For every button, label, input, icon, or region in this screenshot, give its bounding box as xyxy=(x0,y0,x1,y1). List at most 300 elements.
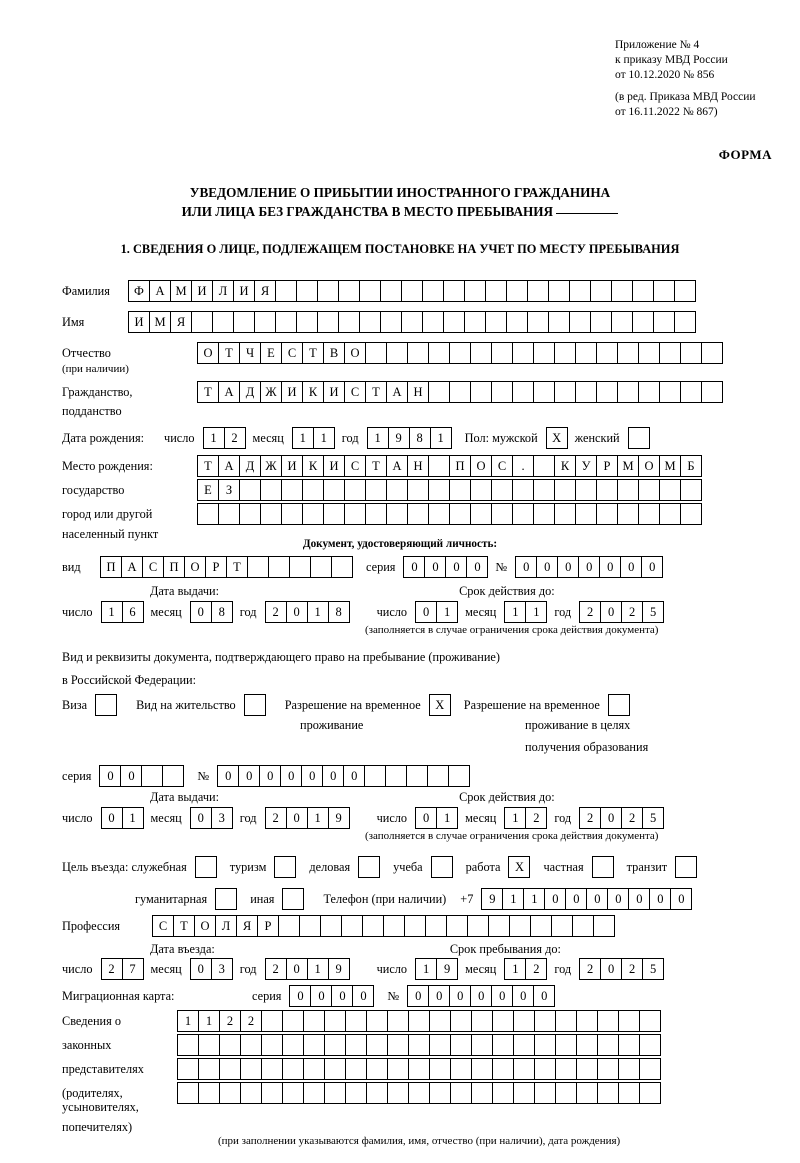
profession-input-cell[interactable]: Л xyxy=(215,915,237,937)
profession-input-cell[interactable] xyxy=(341,915,363,937)
permit-number-input-cell[interactable] xyxy=(406,765,428,787)
birthplace-city-input-cell[interactable] xyxy=(596,479,618,501)
name-input-cell[interactable] xyxy=(569,311,591,333)
birthplace-country-input-cell[interactable]: И xyxy=(281,455,303,477)
legal-rep-row-1-input-cell[interactable] xyxy=(513,1010,535,1032)
permit-issue-year-input-cell[interactable]: 9 xyxy=(328,807,350,829)
stay-day-input-cell[interactable]: 9 xyxy=(436,958,458,980)
birthplace-city-input-cell[interactable] xyxy=(491,479,513,501)
legal-rep-row-2-input-cell[interactable] xyxy=(534,1034,556,1056)
legal-rep-row-3-input-cell[interactable] xyxy=(408,1058,430,1080)
patronymic-input-cell[interactable] xyxy=(554,342,576,364)
legal-rep-row-2-input-cell[interactable] xyxy=(219,1034,241,1056)
name-input-cell[interactable] xyxy=(527,311,549,333)
doc-number-input-cell[interactable]: 0 xyxy=(599,556,621,578)
legal-rep-row-4-input-cell[interactable] xyxy=(324,1082,346,1104)
temp-residence-checkbox-cell[interactable]: X xyxy=(429,694,451,716)
birthplace-city-input-cell[interactable]: Е xyxy=(197,479,219,501)
profession-input-cell[interactable] xyxy=(509,915,531,937)
birthplace-city-input-cell[interactable] xyxy=(407,479,429,501)
profession-input-cell[interactable] xyxy=(299,915,321,937)
legal-rep-row-3-input-cell[interactable] xyxy=(303,1058,325,1080)
surname-input-cell[interactable] xyxy=(485,280,507,302)
birthplace-country-input-cell[interactable]: М xyxy=(659,455,681,477)
legal-rep-row-2-input-cell[interactable] xyxy=(408,1034,430,1056)
migration-number-input-cell[interactable]: 0 xyxy=(533,985,555,1007)
birthplace-locality-input-cell[interactable] xyxy=(575,503,597,525)
legal-rep-row-2-input-cell[interactable] xyxy=(618,1034,640,1056)
purpose-study-checkbox-cell[interactable] xyxy=(431,856,453,878)
birthplace-country-input-cell[interactable]: О xyxy=(470,455,492,477)
citizenship-input-cell[interactable] xyxy=(449,381,471,403)
migration-number-input-cell[interactable]: 0 xyxy=(470,985,492,1007)
migration-series-input-cell[interactable]: 0 xyxy=(352,985,374,1007)
doc-valid-day-input-cell[interactable]: 1 xyxy=(436,601,458,623)
legal-rep-row-3-input-cell[interactable] xyxy=(261,1058,283,1080)
permit-valid-month-input-cell[interactable]: 2 xyxy=(525,807,547,829)
doc-valid-year-input-cell[interactable]: 2 xyxy=(621,601,643,623)
birthplace-country-input-cell[interactable]: П xyxy=(449,455,471,477)
patronymic-input-cell[interactable]: О xyxy=(344,342,366,364)
birthplace-city-input-cell[interactable] xyxy=(281,479,303,501)
doc-issue-year-input-cell[interactable]: 2 xyxy=(265,601,287,623)
name-input-cell[interactable] xyxy=(401,311,423,333)
doc-series-input-cell[interactable]: 0 xyxy=(403,556,425,578)
migration-number-input-cell[interactable]: 0 xyxy=(428,985,450,1007)
purpose-transit-checkbox-cell[interactable] xyxy=(675,856,697,878)
birthplace-country-input-cell[interactable]: А xyxy=(386,455,408,477)
profession-input-cell[interactable] xyxy=(488,915,510,937)
name-input-cell[interactable] xyxy=(653,311,675,333)
permit-number-input-cell[interactable]: 0 xyxy=(238,765,260,787)
doc-issue-year-input-cell[interactable]: 8 xyxy=(328,601,350,623)
residence-permit-checkbox-cell[interactable] xyxy=(244,694,266,716)
legal-rep-row-4-input-cell[interactable] xyxy=(408,1082,430,1104)
birthplace-country-input-cell[interactable]: К xyxy=(554,455,576,477)
profession-input-cell[interactable] xyxy=(278,915,300,937)
legal-rep-row-3-input-cell[interactable] xyxy=(450,1058,472,1080)
legal-rep-row-1-input-cell[interactable] xyxy=(282,1010,304,1032)
surname-input-cell[interactable] xyxy=(401,280,423,302)
legal-rep-row-3-input-cell[interactable] xyxy=(492,1058,514,1080)
citizenship-input-cell[interactable]: С xyxy=(344,381,366,403)
legal-rep-row-4-input-cell[interactable] xyxy=(492,1082,514,1104)
patronymic-input-cell[interactable] xyxy=(659,342,681,364)
permit-issue-day-input-cell[interactable]: 0 xyxy=(101,807,123,829)
patronymic-input-cell[interactable] xyxy=(680,342,702,364)
surname-input-cell[interactable]: Я xyxy=(254,280,276,302)
birthplace-country-input-cell[interactable]: О xyxy=(638,455,660,477)
name-input-cell[interactable] xyxy=(443,311,465,333)
surname-input-cell[interactable] xyxy=(275,280,297,302)
profession-input-cell[interactable] xyxy=(404,915,426,937)
birthplace-city-input-cell[interactable]: З xyxy=(218,479,240,501)
surname-input-cell[interactable] xyxy=(317,280,339,302)
entry-year-input-cell[interactable]: 9 xyxy=(328,958,350,980)
birthplace-country-input-cell[interactable]: Н xyxy=(407,455,429,477)
surname-input-cell[interactable]: И xyxy=(191,280,213,302)
patronymic-input-cell[interactable]: Е xyxy=(260,342,282,364)
profession-input-cell[interactable] xyxy=(320,915,342,937)
legal-rep-row-2-input-cell[interactable] xyxy=(240,1034,262,1056)
doc-series-input-cell[interactable]: 0 xyxy=(424,556,446,578)
patronymic-input-cell[interactable] xyxy=(365,342,387,364)
permit-series-input-cell[interactable]: 0 xyxy=(120,765,142,787)
phone-input-cell[interactable]: 0 xyxy=(565,888,587,910)
citizenship-input-cell[interactable]: Д xyxy=(239,381,261,403)
doc-kind-input-cell[interactable]: О xyxy=(184,556,206,578)
citizenship-input-cell[interactable] xyxy=(638,381,660,403)
permit-issue-year-input-cell[interactable]: 1 xyxy=(307,807,329,829)
doc-number-input-cell[interactable]: 0 xyxy=(620,556,642,578)
name-input-cell[interactable] xyxy=(212,311,234,333)
birth-day-input-cell[interactable]: 1 xyxy=(203,427,225,449)
permit-issue-year-input-cell[interactable]: 2 xyxy=(265,807,287,829)
legal-rep-row-1-input-cell[interactable] xyxy=(345,1010,367,1032)
profession-input-cell[interactable]: Я xyxy=(236,915,258,937)
legal-rep-row-3-input-cell[interactable] xyxy=(282,1058,304,1080)
permit-series-input-cell[interactable] xyxy=(162,765,184,787)
legal-rep-row-4-input-cell[interactable] xyxy=(534,1082,556,1104)
legal-rep-row-3-input-cell[interactable] xyxy=(534,1058,556,1080)
birthplace-city-input-cell[interactable] xyxy=(659,479,681,501)
legal-rep-row-2-input-cell[interactable] xyxy=(345,1034,367,1056)
citizenship-input-cell[interactable] xyxy=(680,381,702,403)
patronymic-input-cell[interactable] xyxy=(617,342,639,364)
permit-number-input-cell[interactable]: 0 xyxy=(217,765,239,787)
entry-day-input-cell[interactable]: 2 xyxy=(101,958,123,980)
surname-input-cell[interactable] xyxy=(632,280,654,302)
citizenship-input-cell[interactable]: А xyxy=(386,381,408,403)
citizenship-input-cell[interactable]: А xyxy=(218,381,240,403)
doc-number-input-cell[interactable]: 0 xyxy=(641,556,663,578)
citizenship-input-cell[interactable]: Т xyxy=(365,381,387,403)
legal-rep-row-4-input-cell[interactable] xyxy=(177,1082,199,1104)
citizenship-input-cell[interactable] xyxy=(575,381,597,403)
permit-valid-year-input-cell[interactable]: 2 xyxy=(621,807,643,829)
permit-valid-month-input-cell[interactable]: 1 xyxy=(504,807,526,829)
birthplace-locality-input-cell[interactable] xyxy=(260,503,282,525)
surname-input-cell[interactable] xyxy=(674,280,696,302)
birthplace-city-input-cell[interactable] xyxy=(470,479,492,501)
legal-rep-row-2-input-cell[interactable] xyxy=(429,1034,451,1056)
legal-rep-row-3-input-cell[interactable] xyxy=(555,1058,577,1080)
birthplace-country-input-cell[interactable]: С xyxy=(344,455,366,477)
birthplace-locality-input-cell[interactable] xyxy=(638,503,660,525)
birthplace-locality-input-cell[interactable] xyxy=(197,503,219,525)
name-input-cell[interactable] xyxy=(317,311,339,333)
name-input-cell[interactable] xyxy=(632,311,654,333)
doc-kind-input-cell[interactable] xyxy=(268,556,290,578)
name-input-cell[interactable]: М xyxy=(149,311,171,333)
sex-male-checkbox-cell[interactable]: X xyxy=(546,427,568,449)
birthplace-country-input-cell[interactable]: Т xyxy=(365,455,387,477)
doc-kind-input-cell[interactable] xyxy=(331,556,353,578)
legal-rep-row-4-input-cell[interactable] xyxy=(576,1082,598,1104)
migration-series-input-cell[interactable]: 0 xyxy=(310,985,332,1007)
birthplace-country-input-cell[interactable]: С xyxy=(491,455,513,477)
patronymic-input-cell[interactable] xyxy=(428,342,450,364)
birthplace-city-input-cell[interactable] xyxy=(428,479,450,501)
stay-year-input-cell[interactable]: 2 xyxy=(579,958,601,980)
birth-year-input-cell[interactable]: 1 xyxy=(367,427,389,449)
legal-rep-row-1-input-cell[interactable]: 1 xyxy=(177,1010,199,1032)
patronymic-input-cell[interactable] xyxy=(533,342,555,364)
name-input-cell[interactable] xyxy=(254,311,276,333)
phone-input-cell[interactable]: 1 xyxy=(502,888,524,910)
doc-issue-day-input-cell[interactable]: 6 xyxy=(122,601,144,623)
entry-month-input-cell[interactable]: 3 xyxy=(211,958,233,980)
doc-kind-input-cell[interactable] xyxy=(289,556,311,578)
surname-input-cell[interactable]: Ф xyxy=(128,280,150,302)
permit-issue-day-input-cell[interactable]: 1 xyxy=(122,807,144,829)
birthplace-locality-input-cell[interactable] xyxy=(302,503,324,525)
legal-rep-row-1-input-cell[interactable] xyxy=(387,1010,409,1032)
patronymic-input-cell[interactable]: Т xyxy=(218,342,240,364)
birth-month-input-cell[interactable]: 1 xyxy=(292,427,314,449)
citizenship-input-cell[interactable]: И xyxy=(323,381,345,403)
doc-series-input-cell[interactable]: 0 xyxy=(466,556,488,578)
legal-rep-row-1-input-cell[interactable]: 2 xyxy=(240,1010,262,1032)
surname-input-cell[interactable] xyxy=(590,280,612,302)
birthplace-country-input-cell[interactable]: . xyxy=(512,455,534,477)
purpose-service-checkbox-cell[interactable] xyxy=(195,856,217,878)
legal-rep-row-1-input-cell[interactable] xyxy=(492,1010,514,1032)
legal-rep-row-1-input-cell[interactable] xyxy=(597,1010,619,1032)
legal-rep-row-3-input-cell[interactable] xyxy=(618,1058,640,1080)
birthplace-country-input-cell[interactable]: М xyxy=(617,455,639,477)
patronymic-input-cell[interactable] xyxy=(407,342,429,364)
profession-input-cell[interactable] xyxy=(446,915,468,937)
stay-year-input-cell[interactable]: 0 xyxy=(600,958,622,980)
permit-number-input-cell[interactable]: 0 xyxy=(322,765,344,787)
stay-month-input-cell[interactable]: 1 xyxy=(504,958,526,980)
permit-issue-year-input-cell[interactable]: 0 xyxy=(286,807,308,829)
stay-month-input-cell[interactable]: 2 xyxy=(525,958,547,980)
birthplace-locality-input-cell[interactable] xyxy=(323,503,345,525)
legal-rep-row-2-input-cell[interactable] xyxy=(597,1034,619,1056)
surname-input-cell[interactable] xyxy=(422,280,444,302)
migration-number-input-cell[interactable]: 0 xyxy=(449,985,471,1007)
purpose-tourism-checkbox-cell[interactable] xyxy=(274,856,296,878)
profession-input-cell[interactable]: С xyxy=(152,915,174,937)
permit-valid-day-input-cell[interactable]: 0 xyxy=(415,807,437,829)
legal-rep-row-1-input-cell[interactable] xyxy=(366,1010,388,1032)
birthplace-locality-input-cell[interactable] xyxy=(470,503,492,525)
legal-rep-row-3-input-cell[interactable] xyxy=(240,1058,262,1080)
name-input-cell[interactable] xyxy=(548,311,570,333)
permit-number-input-cell[interactable]: 0 xyxy=(259,765,281,787)
birth-day-input-cell[interactable]: 2 xyxy=(224,427,246,449)
permit-issue-month-input-cell[interactable]: 0 xyxy=(190,807,212,829)
legal-rep-row-4-input-cell[interactable] xyxy=(345,1082,367,1104)
birthplace-locality-input-cell[interactable] xyxy=(344,503,366,525)
birthplace-country-input-cell[interactable]: Б xyxy=(680,455,702,477)
legal-rep-row-2-input-cell[interactable] xyxy=(366,1034,388,1056)
birthplace-locality-input-cell[interactable] xyxy=(281,503,303,525)
legal-rep-row-1-input-cell[interactable] xyxy=(618,1010,640,1032)
permit-number-input-cell[interactable]: 0 xyxy=(343,765,365,787)
doc-kind-input-cell[interactable]: С xyxy=(142,556,164,578)
birth-month-input-cell[interactable]: 1 xyxy=(313,427,335,449)
birthplace-city-input-cell[interactable] xyxy=(449,479,471,501)
phone-input-cell[interactable]: 0 xyxy=(628,888,650,910)
name-input-cell[interactable] xyxy=(590,311,612,333)
citizenship-input-cell[interactable] xyxy=(428,381,450,403)
citizenship-input-cell[interactable] xyxy=(596,381,618,403)
birthplace-locality-input-cell[interactable] xyxy=(491,503,513,525)
legal-rep-row-1-input-cell[interactable]: 1 xyxy=(198,1010,220,1032)
doc-valid-month-input-cell[interactable]: 1 xyxy=(504,601,526,623)
permit-valid-year-input-cell[interactable]: 5 xyxy=(642,807,664,829)
profession-input-cell[interactable] xyxy=(383,915,405,937)
doc-valid-year-input-cell[interactable]: 0 xyxy=(600,601,622,623)
name-input-cell[interactable] xyxy=(191,311,213,333)
birthplace-locality-input-cell[interactable] xyxy=(365,503,387,525)
surname-input-cell[interactable] xyxy=(359,280,381,302)
legal-rep-row-3-input-cell[interactable] xyxy=(387,1058,409,1080)
birthplace-city-input-cell[interactable] xyxy=(239,479,261,501)
name-input-cell[interactable]: Я xyxy=(170,311,192,333)
profession-input-cell[interactable] xyxy=(362,915,384,937)
birthplace-city-input-cell[interactable] xyxy=(575,479,597,501)
birthplace-city-input-cell[interactable] xyxy=(260,479,282,501)
sex-female-checkbox-cell[interactable] xyxy=(628,427,650,449)
birthplace-locality-input-cell[interactable] xyxy=(407,503,429,525)
profession-input-cell[interactable] xyxy=(530,915,552,937)
purpose-business-checkbox-cell[interactable] xyxy=(358,856,380,878)
legal-rep-row-1-input-cell[interactable] xyxy=(450,1010,472,1032)
patronymic-input-cell[interactable] xyxy=(701,342,723,364)
citizenship-input-cell[interactable] xyxy=(470,381,492,403)
patronymic-input-cell[interactable] xyxy=(491,342,513,364)
patronymic-input-cell[interactable] xyxy=(449,342,471,364)
birthplace-locality-input-cell[interactable] xyxy=(218,503,240,525)
legal-rep-row-2-input-cell[interactable] xyxy=(324,1034,346,1056)
birthplace-country-input-cell[interactable] xyxy=(428,455,450,477)
doc-issue-year-input-cell[interactable]: 1 xyxy=(307,601,329,623)
doc-number-input-cell[interactable]: 0 xyxy=(536,556,558,578)
profession-input-cell[interactable]: О xyxy=(194,915,216,937)
patronymic-input-cell[interactable]: О xyxy=(197,342,219,364)
purpose-humanitarian-checkbox-cell[interactable] xyxy=(215,888,237,910)
edu-residence-checkbox-cell[interactable] xyxy=(608,694,630,716)
legal-rep-row-1-input-cell[interactable] xyxy=(429,1010,451,1032)
permit-number-input-cell[interactable] xyxy=(385,765,407,787)
doc-kind-input-cell[interactable] xyxy=(310,556,332,578)
citizenship-input-cell[interactable] xyxy=(659,381,681,403)
birth-year-input-cell[interactable]: 9 xyxy=(388,427,410,449)
doc-kind-input-cell[interactable]: Р xyxy=(205,556,227,578)
entry-year-input-cell[interactable]: 0 xyxy=(286,958,308,980)
profession-input-cell[interactable] xyxy=(551,915,573,937)
name-input-cell[interactable] xyxy=(296,311,318,333)
name-input-cell[interactable] xyxy=(464,311,486,333)
doc-kind-input-cell[interactable]: П xyxy=(163,556,185,578)
legal-rep-row-2-input-cell[interactable] xyxy=(387,1034,409,1056)
surname-input-cell[interactable]: И xyxy=(233,280,255,302)
patronymic-input-cell[interactable]: В xyxy=(323,342,345,364)
doc-number-input-cell[interactable]: 0 xyxy=(578,556,600,578)
birthplace-country-input-cell[interactable]: И xyxy=(323,455,345,477)
legal-rep-row-1-input-cell[interactable] xyxy=(555,1010,577,1032)
permit-number-input-cell[interactable] xyxy=(427,765,449,787)
citizenship-input-cell[interactable]: Т xyxy=(197,381,219,403)
birthplace-city-input-cell[interactable] xyxy=(365,479,387,501)
phone-input-cell[interactable]: 0 xyxy=(544,888,566,910)
birth-year-input-cell[interactable]: 8 xyxy=(409,427,431,449)
permit-series-input-cell[interactable] xyxy=(141,765,163,787)
legal-rep-row-3-input-cell[interactable] xyxy=(198,1058,220,1080)
legal-rep-row-1-input-cell[interactable] xyxy=(324,1010,346,1032)
name-input-cell[interactable] xyxy=(611,311,633,333)
entry-year-input-cell[interactable]: 1 xyxy=(307,958,329,980)
legal-rep-row-4-input-cell[interactable] xyxy=(618,1082,640,1104)
birthplace-city-input-cell[interactable] xyxy=(512,479,534,501)
permit-valid-year-input-cell[interactable]: 0 xyxy=(600,807,622,829)
legal-rep-row-2-input-cell[interactable] xyxy=(639,1034,661,1056)
doc-issue-day-input-cell[interactable]: 1 xyxy=(101,601,123,623)
birth-year-input-cell[interactable]: 1 xyxy=(430,427,452,449)
citizenship-input-cell[interactable] xyxy=(491,381,513,403)
migration-series-input-cell[interactable]: 0 xyxy=(331,985,353,1007)
doc-number-input-cell[interactable]: 0 xyxy=(557,556,579,578)
phone-input-cell[interactable]: 0 xyxy=(586,888,608,910)
surname-input-cell[interactable] xyxy=(548,280,570,302)
legal-rep-row-2-input-cell[interactable] xyxy=(471,1034,493,1056)
citizenship-input-cell[interactable] xyxy=(533,381,555,403)
name-input-cell[interactable] xyxy=(485,311,507,333)
profession-input-cell[interactable] xyxy=(593,915,615,937)
permit-number-input-cell[interactable]: 0 xyxy=(301,765,323,787)
patronymic-input-cell[interactable] xyxy=(575,342,597,364)
birthplace-city-input-cell[interactable] xyxy=(554,479,576,501)
legal-rep-row-1-input-cell[interactable] xyxy=(534,1010,556,1032)
doc-kind-input-cell[interactable]: П xyxy=(100,556,122,578)
surname-input-cell[interactable] xyxy=(380,280,402,302)
legal-rep-row-2-input-cell[interactable] xyxy=(492,1034,514,1056)
purpose-work-checkbox-cell[interactable]: X xyxy=(508,856,530,878)
surname-input-cell[interactable]: А xyxy=(149,280,171,302)
legal-rep-row-2-input-cell[interactable] xyxy=(261,1034,283,1056)
surname-input-cell[interactable]: Л xyxy=(212,280,234,302)
legal-rep-row-1-input-cell[interactable] xyxy=(408,1010,430,1032)
legal-rep-row-3-input-cell[interactable] xyxy=(366,1058,388,1080)
patronymic-input-cell[interactable] xyxy=(638,342,660,364)
legal-rep-row-4-input-cell[interactable] xyxy=(261,1082,283,1104)
patronymic-input-cell[interactable]: Ч xyxy=(239,342,261,364)
legal-rep-row-3-input-cell[interactable] xyxy=(177,1058,199,1080)
legal-rep-row-4-input-cell[interactable] xyxy=(429,1082,451,1104)
birthplace-locality-input-cell[interactable] xyxy=(554,503,576,525)
birthplace-country-input-cell[interactable]: К xyxy=(302,455,324,477)
legal-rep-row-1-input-cell[interactable] xyxy=(471,1010,493,1032)
stay-year-input-cell[interactable]: 5 xyxy=(642,958,664,980)
legal-rep-row-1-input-cell[interactable] xyxy=(576,1010,598,1032)
phone-input-cell[interactable]: 0 xyxy=(607,888,629,910)
name-input-cell[interactable] xyxy=(380,311,402,333)
phone-input-cell[interactable]: 9 xyxy=(481,888,503,910)
name-input-cell[interactable] xyxy=(338,311,360,333)
migration-number-input-cell[interactable]: 0 xyxy=(407,985,429,1007)
legal-rep-row-1-input-cell[interactable]: 2 xyxy=(219,1010,241,1032)
stay-day-input-cell[interactable]: 1 xyxy=(415,958,437,980)
birthplace-country-input-cell[interactable]: Т xyxy=(197,455,219,477)
legal-rep-row-4-input-cell[interactable] xyxy=(198,1082,220,1104)
doc-valid-year-input-cell[interactable]: 5 xyxy=(642,601,664,623)
birthplace-city-input-cell[interactable] xyxy=(386,479,408,501)
surname-input-cell[interactable]: М xyxy=(170,280,192,302)
